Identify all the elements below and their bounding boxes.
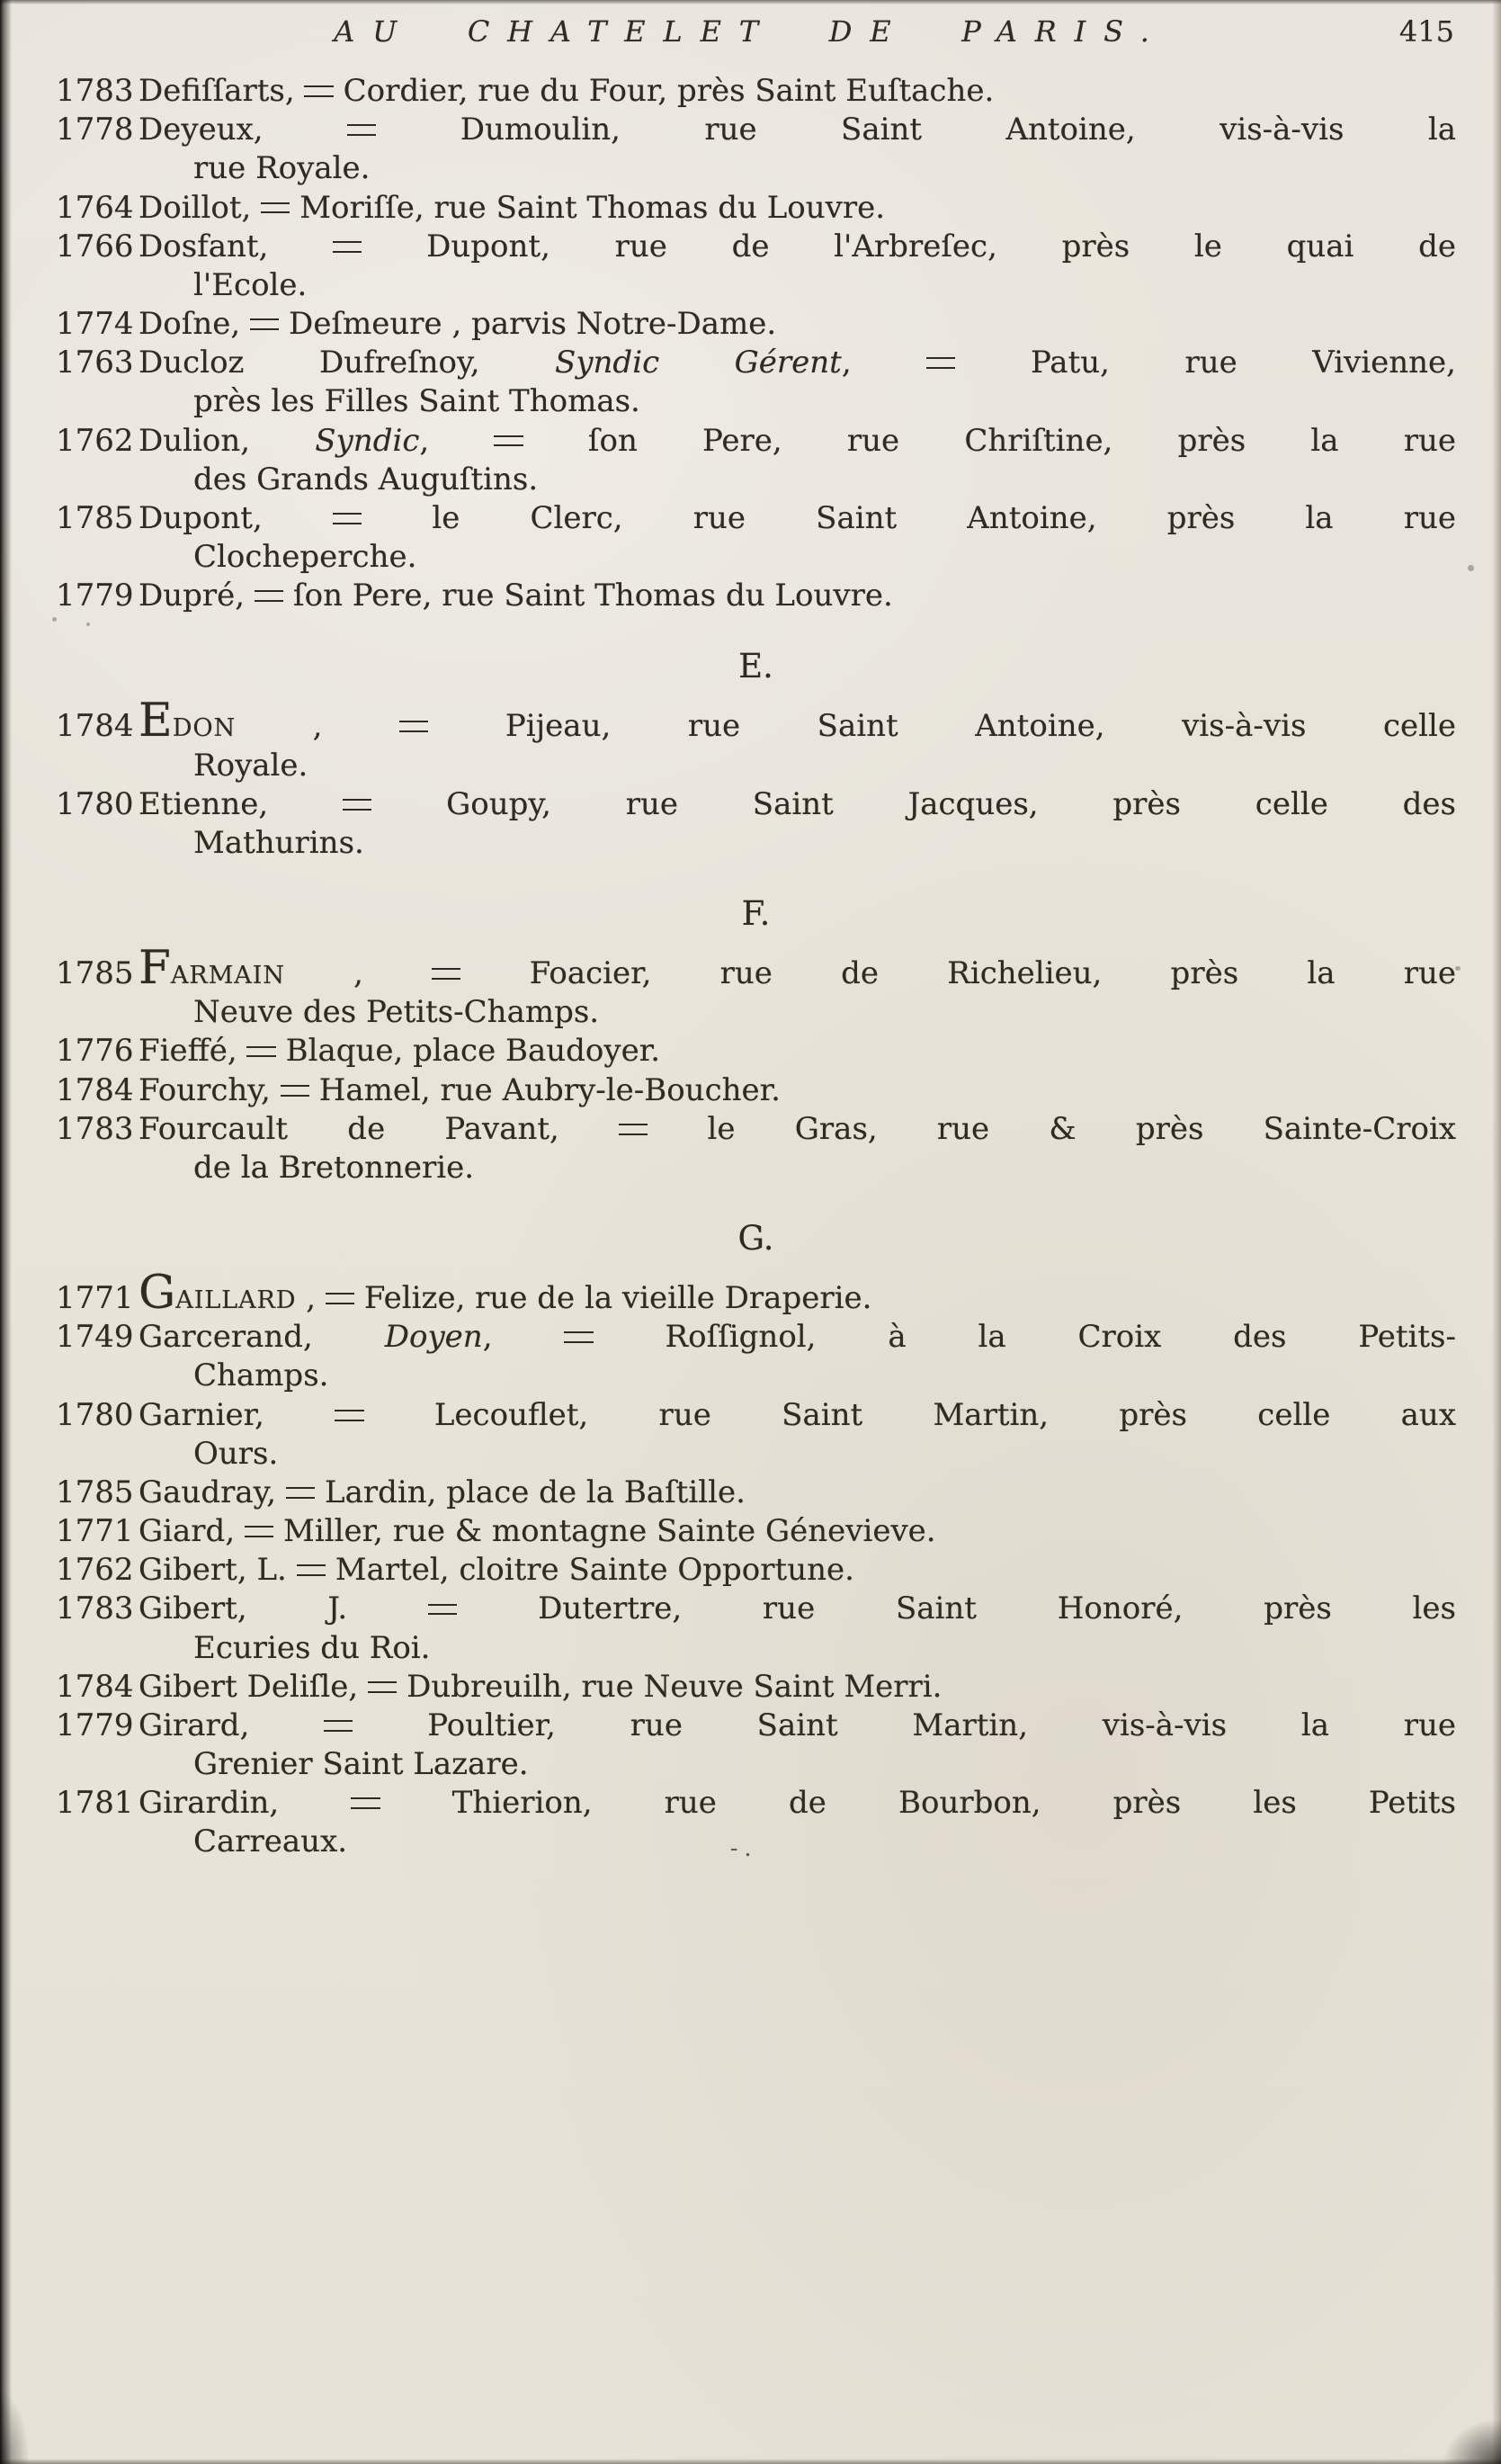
- entry-first-line: [56, 1551, 1456, 1590]
- entry-text: AILLARD: [175, 1286, 297, 1315]
- idem-dash: [333, 513, 362, 524]
- entry-text: Gaudray,: [138, 1474, 286, 1510]
- entry-text: Fieffé,: [138, 1033, 247, 1070]
- idem-dash: [261, 202, 290, 214]
- entry-first-line: [56, 1071, 1456, 1110]
- entry-text: Hamel, rue Aubry-le-Boucher.: [308, 1071, 781, 1108]
- entry-year: 1771: [56, 1280, 134, 1317]
- entry-text: Fourcault de Pavant,: [138, 1110, 620, 1147]
- idem-dash: [399, 721, 428, 732]
- page-number: 415: [1398, 14, 1454, 49]
- entry-text: ,: [296, 1280, 326, 1317]
- entry-text: Martel, cloitre Sainte Opportune.: [325, 1552, 854, 1589]
- entry-text: Goupy, rue Saint Jacques, près celle des: [371, 785, 1456, 822]
- entry-text: ,: [482, 1319, 565, 1356]
- entry-text: Carreaux.: [193, 1823, 348, 1860]
- entry-text: Foacier, rue de Richelieu, près la rue: [460, 955, 1456, 992]
- entry-year: 1784: [56, 708, 134, 745]
- idem-dash: [926, 357, 955, 369]
- entry-text: Defiſſarts,: [138, 73, 305, 109]
- paper-blemish: [1455, 966, 1461, 971]
- entry-year: 1762: [56, 422, 134, 459]
- directory-entry: [56, 1474, 1456, 1512]
- directory-entry: [56, 72, 1456, 111]
- entry-first-line: [56, 1110, 1456, 1149]
- directory-entry: [56, 1396, 1456, 1474]
- entry-text: Felize, rue de la vieille Draperie.: [354, 1280, 872, 1317]
- paper-blemish: [52, 617, 57, 622]
- entry-first-line: [56, 1266, 1456, 1321]
- entry-text: Champs.: [193, 1357, 329, 1394]
- entry-text: le Clerc, rue Saint Antoine, près la rue: [362, 499, 1456, 536]
- entry-first-line: [56, 1590, 1456, 1628]
- idem-dash: [428, 1604, 457, 1616]
- idem-dash: [281, 1085, 309, 1097]
- idem-dash: [304, 85, 333, 97]
- entry-text: Syndic Gérent: [555, 345, 842, 381]
- section-heading: E.: [738, 647, 773, 686]
- idem-dash: [619, 1124, 648, 1135]
- entry-text: Poultier, rue Saint Martin, vis-à-vis la rue: [353, 1707, 1456, 1743]
- directory-entry: [56, 785, 1456, 863]
- entry-text: Dupré,: [138, 578, 255, 614]
- entry-first-line: [56, 577, 1456, 615]
- entry-text: Gibert, L.: [138, 1552, 297, 1589]
- entry-first-line: [56, 305, 1456, 344]
- page-corner-shadow: [0, 2338, 40, 2464]
- entry-text: Dutertre, rue Saint Honoré, près les: [457, 1590, 1457, 1627]
- entry-text: Etienne,: [138, 785, 344, 822]
- entry-text: Ours.: [193, 1435, 279, 1472]
- directory-entry: [56, 422, 1456, 499]
- entry-continuation-line: [56, 461, 1456, 499]
- entry-text: Doillot,: [138, 189, 262, 226]
- page-edge-left: [0, 0, 12, 2464]
- entry-first-line: [56, 72, 1456, 111]
- entry-text: E: [138, 694, 173, 748]
- entry-text: Deſmeure , parvis Notre-Dame.: [279, 306, 777, 343]
- directory-entry: [56, 1110, 1456, 1187]
- directory-entry: [56, 577, 1456, 615]
- entry-year: 1766: [56, 228, 134, 264]
- directory-entry: [56, 1071, 1456, 1110]
- entry-first-line: [56, 694, 1456, 748]
- entry-text: Dupont,: [138, 499, 333, 536]
- entry-first-line: [56, 1707, 1456, 1745]
- entry-year: 1784: [56, 1071, 134, 1108]
- entry-year: 1783: [56, 1590, 134, 1627]
- entry-text: le Gras, rue & près Sainte-Croix: [648, 1110, 1457, 1147]
- entry-text: ,: [419, 422, 495, 459]
- entry-first-line: [56, 1032, 1456, 1071]
- entry-text: Pijeau, rue Saint Antoine, vis-à-vis celle: [428, 708, 1456, 745]
- section-heading: G.: [737, 1219, 774, 1259]
- idem-dash: [326, 1293, 354, 1304]
- directory-entry: [56, 1512, 1456, 1551]
- idem-dash: [246, 1046, 275, 1058]
- entry-year: 1764: [56, 189, 134, 226]
- bottom-mark: -.: [730, 1835, 758, 1861]
- idem-dash: [347, 124, 376, 136]
- running-header: [0, 0, 1501, 67]
- entry-text: Blaque, place Baudoyer.: [275, 1033, 661, 1070]
- entry-text: Garnier,: [138, 1396, 335, 1433]
- entry-text: Roſſignol, à la Croix des Petits-: [593, 1319, 1456, 1356]
- entry-text: Fourchy,: [138, 1071, 281, 1108]
- idem-dash: [335, 1410, 363, 1421]
- entry-continuation-line: [56, 382, 1456, 421]
- idem-dash: [333, 241, 362, 253]
- directory-entry: [56, 189, 1456, 228]
- entry-continuation-line: [56, 1149, 1456, 1187]
- entry-continuation-line: [56, 1435, 1456, 1474]
- section-heading: F.: [741, 894, 771, 934]
- entry-text: Dumoulin, rue Saint Antoine, vis-à-vis la: [376, 112, 1456, 148]
- entry-year: 1762: [56, 1552, 134, 1589]
- directory-entry: [56, 499, 1456, 577]
- entry-year: 1780: [56, 785, 134, 822]
- entry-first-line: [56, 228, 1456, 266]
- entry-text: Gibert, J.: [138, 1590, 429, 1627]
- entry-text: DON: [172, 714, 237, 743]
- directory-entry: [56, 694, 1456, 784]
- idem-dash: [297, 1564, 326, 1576]
- entry-text: Ecuries du Roi.: [193, 1629, 431, 1666]
- entry-text: Dubreuilh, rue Neuve Saint Merri.: [397, 1668, 943, 1705]
- entry-first-line: [56, 189, 1456, 228]
- entry-text: des Grands Auguſtins.: [193, 461, 539, 497]
- directory-entry: [56, 941, 1456, 1032]
- idem-dash: [351, 1797, 380, 1809]
- entry-text: Patu, rue Vivienne,: [955, 345, 1456, 381]
- entry-text: ,: [284, 955, 433, 992]
- idem-dash: [324, 1720, 353, 1732]
- entry-continuation-line: [56, 1745, 1456, 1784]
- entry-text: Dulion,: [138, 422, 316, 459]
- entry-year: 1785: [56, 955, 134, 992]
- entry-text: Girardin,: [138, 1785, 352, 1822]
- page-edge-bottom: [0, 2459, 1501, 2464]
- idem-dash: [494, 435, 523, 447]
- entry-year: 1784: [56, 1668, 134, 1705]
- entry-text: Gibert Deliſle,: [138, 1668, 368, 1705]
- entry-text: Neuve des Petits-Champs.: [193, 994, 600, 1031]
- entry-text: F: [138, 941, 171, 996]
- directory-entry: [56, 1707, 1456, 1784]
- entry-year: 1783: [56, 73, 134, 109]
- entry-text: Girard,: [138, 1707, 325, 1743]
- entry-continuation-line: [56, 1629, 1456, 1668]
- entry-first-line: [56, 344, 1456, 382]
- entry-text: Lecouflet, rue Saint Martin, près celle aux: [363, 1396, 1456, 1433]
- entry-text: Syndic: [315, 422, 420, 459]
- entry-text: Royale.: [193, 747, 308, 784]
- entry-text: ſon Pere, rue Chriſtine, près la rue: [523, 422, 1456, 459]
- entry-text: Grenier Saint Lazare.: [193, 1746, 529, 1783]
- entry-text: Clocheperche.: [193, 539, 417, 576]
- idem-dash: [564, 1331, 593, 1343]
- page-edge-top: [0, 0, 1501, 4]
- entries-root: [0, 67, 1501, 1862]
- entry-year: 1771: [56, 1513, 134, 1550]
- page-edge-right: [1492, 0, 1501, 2464]
- entry-year: 1749: [56, 1319, 134, 1356]
- entry-year: 1781: [56, 1785, 134, 1822]
- idem-dash: [286, 1487, 315, 1499]
- entry-year: 1783: [56, 1110, 134, 1147]
- entry-text: ARMAIN: [170, 962, 285, 990]
- entry-text: Cordier, rue du Four, près Saint Euſtache.: [333, 73, 995, 109]
- idem-dash: [255, 590, 283, 602]
- entry-text: Ducloz Dufreſnoy,: [138, 345, 556, 381]
- entry-year: 1785: [56, 499, 134, 536]
- page-title: AU CHATELET DE PARIS.: [334, 14, 1167, 49]
- entry-first-line: [56, 499, 1456, 538]
- entry-first-line: [56, 1396, 1456, 1435]
- directory-entry: [56, 1032, 1456, 1071]
- entry-text: Thierion, rue de Bourbon, près les Petits: [380, 1785, 1456, 1822]
- directory-entry: [56, 305, 1456, 344]
- entry-first-line: [56, 1474, 1456, 1512]
- entry-continuation-line: [56, 747, 1456, 785]
- entry-first-line: [56, 111, 1456, 149]
- directory-entry: [56, 344, 1456, 421]
- directory-entry: [56, 1590, 1456, 1667]
- entry-text: de la Bretonnerie.: [193, 1149, 475, 1186]
- idem-dash: [250, 318, 279, 330]
- paper-blemish: [86, 623, 90, 626]
- entry-text: Dupont, rue de l'Arbreſec, près le quai de: [362, 228, 1456, 264]
- directory-entry: [56, 1668, 1456, 1707]
- idem-dash: [245, 1526, 273, 1537]
- entry-continuation-line: [56, 824, 1456, 863]
- entry-text: Moriſſe, rue Saint Thomas du Louvre.: [290, 189, 886, 226]
- entry-text: Giard,: [138, 1513, 245, 1550]
- entry-year: 1778: [56, 112, 134, 148]
- entry-text: près les Filles Saint Thomas.: [193, 383, 640, 420]
- entry-text: ,: [236, 708, 400, 745]
- directory-entry: [56, 1266, 1456, 1321]
- entry-text: G: [138, 1266, 176, 1321]
- entry-first-line: [56, 785, 1456, 824]
- entry-year: 1780: [56, 1396, 134, 1433]
- entry-text: Garcerand,: [138, 1319, 385, 1356]
- entry-year: 1763: [56, 345, 134, 381]
- entry-first-line: [56, 422, 1456, 461]
- entry-text: l'Ecole.: [193, 266, 308, 303]
- entry-text: Dosfant,: [138, 228, 334, 264]
- entry-first-line: [56, 1512, 1456, 1551]
- idem-dash: [368, 1681, 397, 1693]
- entry-continuation-line: [56, 266, 1456, 305]
- directory-entry: [56, 1318, 1456, 1395]
- directory-entry: [56, 228, 1456, 305]
- entry-year: 1776: [56, 1033, 134, 1070]
- entry-continuation-line: [56, 149, 1456, 188]
- entry-text: Doſne,: [138, 306, 250, 343]
- directory-entry: [56, 1551, 1456, 1590]
- entry-year: 1779: [56, 578, 134, 614]
- paper-blemish: [1468, 565, 1474, 571]
- idem-dash: [343, 799, 371, 811]
- entry-text: ſon Pere, rue Saint Thomas du Louvre.: [283, 578, 893, 614]
- entry-first-line: [56, 941, 1456, 996]
- entry-year: 1779: [56, 1707, 134, 1743]
- entry-first-line: [56, 1784, 1456, 1823]
- entry-text: rue Royale.: [193, 150, 371, 187]
- entry-continuation-line: [56, 1357, 1456, 1395]
- idem-dash: [432, 968, 460, 980]
- entry-text: Deyeux,: [138, 112, 348, 148]
- entry-text: Lardin, place de la Baſtille.: [315, 1474, 746, 1510]
- entry-text: Miller, rue & montagne Sainte Génevieve.: [273, 1513, 936, 1550]
- entry-text: Mathurins.: [193, 824, 364, 861]
- entry-text: Doyen: [384, 1319, 483, 1356]
- entry-year: 1774: [56, 306, 134, 343]
- page-corner-shadow: [1411, 2392, 1501, 2464]
- entry-first-line: [56, 1318, 1456, 1357]
- directory-entry: [56, 111, 1456, 188]
- entry-first-line: [56, 1668, 1456, 1707]
- entry-continuation-line: [56, 993, 1456, 1032]
- entry-continuation-line: [56, 538, 1456, 577]
- entry-text: ,: [841, 345, 927, 381]
- entry-year: 1785: [56, 1474, 134, 1510]
